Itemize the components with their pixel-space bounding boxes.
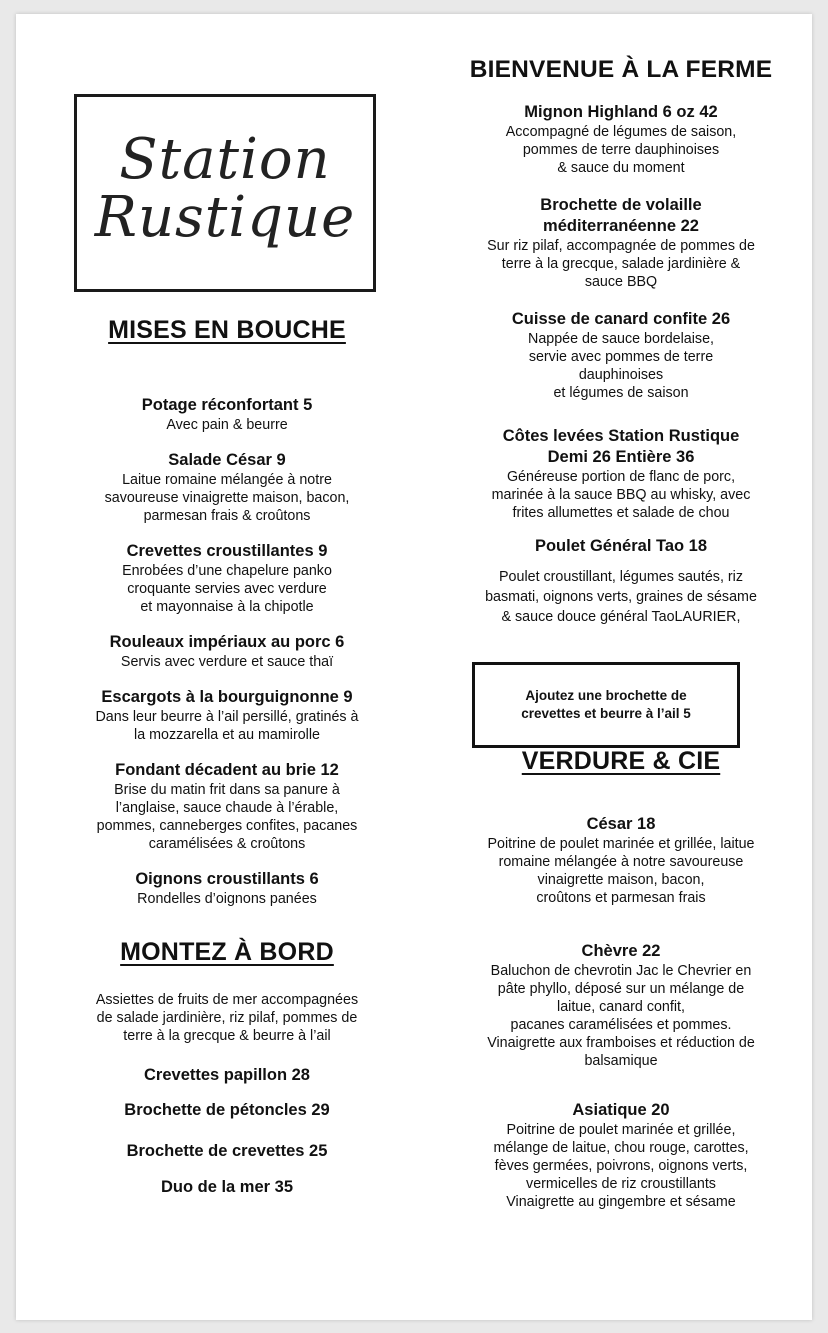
item-name: Brochette de volaille méditerranéenne 22 (540, 196, 702, 235)
section-title-montez-a-bord: MONTEZ À BORD (120, 938, 334, 966)
menu-item (436, 1100, 806, 1211)
item-name: Potage réconfortant 5 (141, 396, 313, 414)
item-name: César 18 (586, 815, 656, 833)
item-desc: Rondelles d’oignons panées (137, 891, 317, 907)
item-desc: Poulet croustillant, légumes sautés, riz basmati, oignons verts, graines de sésame & sauce douce général TaoLAURIER, (485, 569, 757, 625)
logo-line-2: Rustique (94, 185, 356, 250)
section-title-bienvenue: BIENVENUE À LA FERME (469, 56, 773, 83)
item-name: Salade César 9 (168, 451, 286, 469)
menu-item (58, 760, 396, 853)
menu-page (16, 14, 812, 1320)
add-on-notice-box: Ajoutez une brochette de crevettes et beurre à l’ail 5 (472, 662, 740, 748)
item-name: Asiatique 20 (572, 1101, 670, 1119)
item-desc: Nappée de sauce bordelaise, servie avec pommes de terre dauphinoises et légumes de saison (528, 331, 714, 401)
menu-item (58, 450, 396, 525)
item-name: Poulet Général Tao 18 (534, 537, 708, 555)
item-desc: Laitue romaine mélangée à notre savoureuse vinaigrette maison, bacon, parmesan frais & croûtons (104, 472, 350, 524)
left-column (58, 90, 396, 1198)
section-title-mises-en-bouche: MISES EN BOUCHE (108, 316, 346, 344)
menu-item (58, 687, 396, 744)
item-name: Rouleaux impériaux au porc 6 (109, 633, 345, 651)
item-name: Escargots à la bourguignonne 9 (101, 688, 353, 706)
menu-item: Brochette de crevettes 25 (126, 1142, 328, 1160)
item-desc: Généreuse portion de flanc de porc, marinée à la sauce BBQ au whisky, avec frites allumettes et salade de chou (491, 469, 751, 521)
item-name: Fondant décadent au brie 12 (115, 761, 339, 779)
item-desc: Brise du matin frit dans sa panure à l’anglaise, sauce chaude à l’érable, pommes, canneberges confites, pacanes caramélisées & croûtons (96, 782, 358, 852)
menu-item (436, 941, 806, 1070)
item-name: Côtes levées Station Rustique Demi 26 Entière 36 (502, 427, 740, 466)
menu-item: Duo de la mer 35 (160, 1178, 294, 1196)
item-desc: Accompagné de légumes de saison, pommes de terre dauphinoises & sauce du moment (505, 124, 737, 176)
menu-item (436, 426, 806, 522)
menu-item (436, 814, 806, 907)
item-desc: Servis avec verdure et sauce thaï (120, 654, 334, 670)
item-desc: Poitrine de poulet marinée et grillée, mélange de laitue, chou rouge, carottes, fèves germées, poivrons, oignons verts, vermicelles de riz croustillants Vinaigrette au gingembre et sésame (493, 1122, 749, 1210)
menu-item: Crevettes papillon 28 (144, 1066, 310, 1084)
menu-item (436, 195, 806, 291)
menu-item (436, 102, 806, 177)
menu-item (58, 395, 396, 434)
item-name: Crevettes croustillantes 9 (126, 542, 328, 560)
item-name: Chèvre 22 (581, 942, 661, 960)
item-name: Oignons croustillants 6 (135, 870, 319, 888)
logo-line-1: Station (119, 127, 331, 192)
item-name: Cuisse de canard confite 26 (511, 310, 731, 328)
section-intro: Assiettes de fruits de mer accompagnées de salade jardinière, riz pilaf, pommes de terre à la grecque & beurre à l’ail (95, 992, 359, 1044)
item-desc: Avec pain & beurre (166, 417, 288, 433)
menu-item (58, 632, 396, 671)
menu-item: Brochette de pétoncles 29 (124, 1101, 330, 1119)
item-desc: Enrobées d’une chapelure panko croquante servies avec verdure et mayonnaise à la chipotle (122, 563, 332, 615)
item-desc: Baluchon de chevrotin Jac le Chevrier en pâte phyllo, déposé sur un mélange de laitue, canard confit, pacanes caramélisées et pommes. Vinaigrette aux framboises et réduction de balsamique (487, 963, 755, 1069)
right-column (436, 56, 806, 1227)
item-desc: Dans leur beurre à l’ail persillé, gratinés à la mozzarella et au mamirolle (95, 709, 359, 743)
section-title-verdure: VERDURE & CIE (521, 747, 721, 775)
menu-item (436, 536, 806, 627)
item-name: Mignon Highland 6 oz 42 (524, 103, 718, 121)
menu-item (58, 541, 396, 616)
menu-item (436, 309, 806, 402)
menu-item (58, 869, 396, 908)
item-desc: Sur riz pilaf, accompagnée de pommes de terre à la grecque, salade jardinière & sauce BBQ (487, 238, 755, 290)
item-desc: Poitrine de poulet marinée et grillée, laitue romaine mélangée à notre savoureuse vinaigrette maison, bacon, croûtons et parmesan frais (487, 836, 755, 906)
